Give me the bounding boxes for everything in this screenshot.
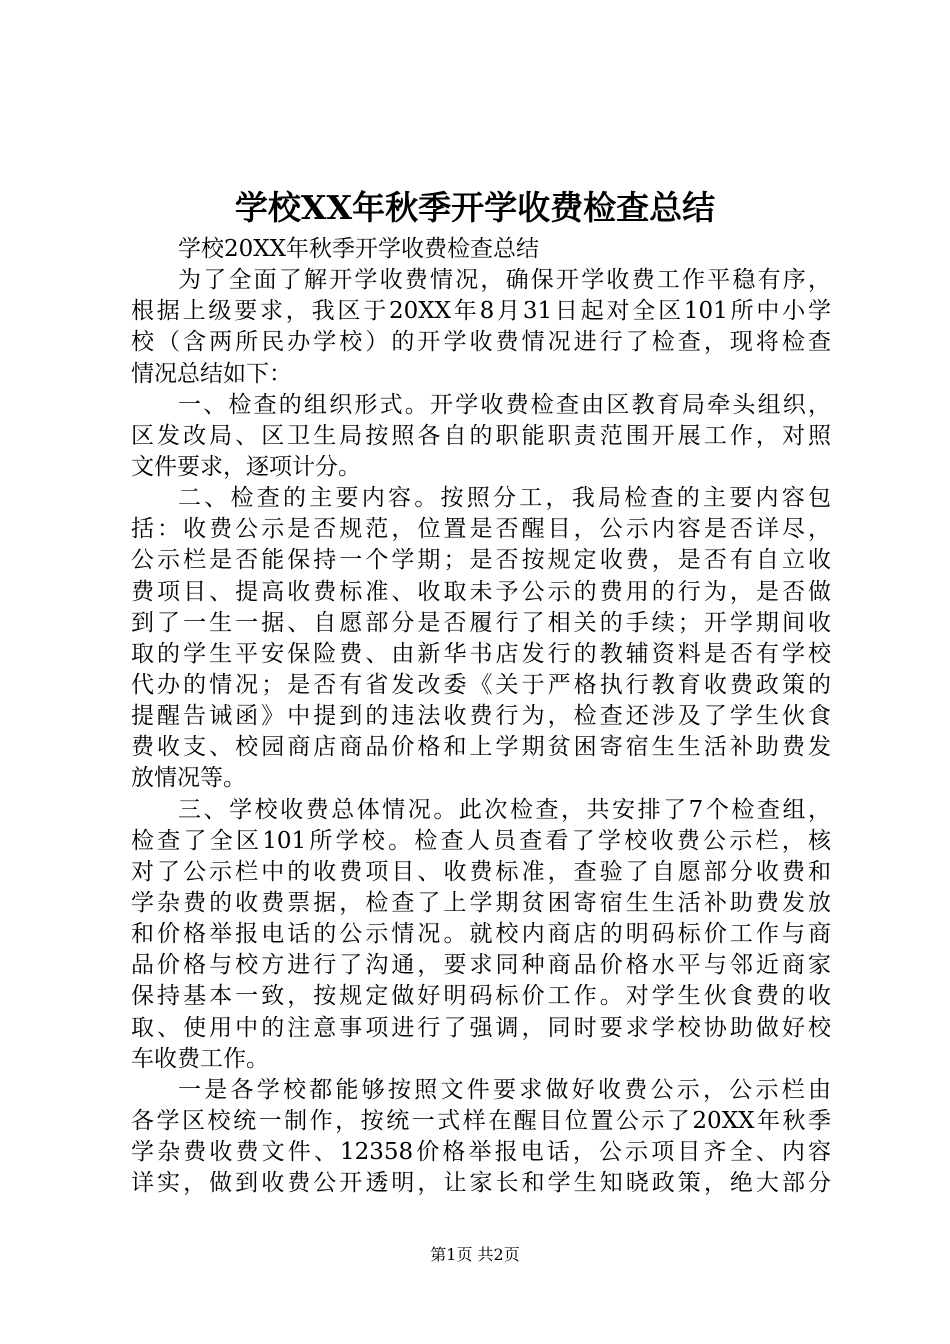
body-line: 校（含两所民办学校）的开学收费情况进行了检查，现将检查 [131, 329, 831, 356]
body-line: 公示栏是否能保持一个学期；是否按规定收费，是否有自立收 [131, 547, 831, 574]
body-line: 和价格举报电话的公示情况。就校内商店的明码标价工作与商 [131, 921, 831, 948]
body-line: 放情况等。 [131, 765, 246, 792]
body-line: 学校20XX年秋季开学收费检查总结 [178, 236, 540, 262]
body-line: 区发改局、区卫生局按照各自的职能职责范围开展工作，对照 [131, 422, 831, 449]
body-line: 各学区校统一制作，按统一式样在醒目位置公示了20XX年秋季 [131, 1107, 831, 1134]
body-line: 取的学生平安保险费、由新华书店发行的教辅资料是否有学校 [131, 640, 831, 667]
body-line: 括：收费公示是否规范，位置是否醒目，公示内容是否详尽， [131, 516, 831, 543]
page-footer: 第1页 共2页 [430, 1245, 520, 1264]
body-line: 根据上级要求，我区于20XX年8月31日起对全区101所中小学 [131, 298, 831, 325]
body-line: 一、检查的组织形式。开学收费检查由区教育局牵头组织， [178, 391, 831, 418]
body-line: 文件要求，逐项计分。 [131, 453, 361, 480]
body-line: 二、检查的主要内容。按照分工，我局检查的主要内容包 [178, 485, 831, 512]
body-line: 保持基本一致，按规定做好明码标价工作。对学生伙食费的收 [131, 983, 831, 1010]
body-line: 车收费工作。 [131, 1045, 269, 1072]
body-line: 费项目、提高收费标准、收取未予公示的费用的行为，是否做 [131, 578, 831, 605]
body-line: 取、使用中的注意事项进行了强调，同时要求学校协助做好校 [131, 1014, 831, 1041]
body-line: 学杂费收费文件、12358价格举报电话，公示项目齐全、内容 [131, 1139, 831, 1166]
body-line: 详实，做到收费公开透明，让家长和学生知晓政策，绝大部分 [131, 1170, 831, 1197]
body-line: 提醒告诫函》中提到的违法收费行为，检查还涉及了学生伙食 [131, 703, 831, 730]
body-line: 到了一生一据、自愿部分是否履行了相关的手续；开学期间收 [131, 609, 831, 636]
body-line: 一是各学校都能够按照文件要求做好收费公示，公示栏由 [178, 1076, 831, 1103]
body-line: 情况总结如下： [131, 360, 292, 387]
body-line: 代办的情况；是否有省发改委《关于严格执行教育收费政策的 [131, 671, 831, 698]
body-line: 费收支、校园商店商品价格和上学期贫困寄宿生生活补助费发 [131, 734, 831, 761]
body-line: 品价格与校方进行了沟通，要求同种商品价格水平与邻近商家 [131, 952, 831, 979]
document-title: 学校XX年秋季开学收费检查总结 [234, 188, 716, 227]
body-line: 为了全面了解开学收费情况，确保开学收费工作平稳有序， [178, 267, 831, 294]
body-line: 对了公示栏中的收费项目、收费标准，查验了自愿部分收费和 [131, 858, 831, 885]
body-line: 检查了全区101所学校。检查人员查看了学校收费公示栏，核 [131, 827, 831, 854]
body-line: 三、学校收费总体情况。此次检查，共安排了7个检查组， [178, 796, 831, 823]
body-line: 学杂费的收费票据，检查了上学期贫困寄宿生生活补助费发放 [131, 889, 831, 916]
document-body [131, 234, 831, 1199]
